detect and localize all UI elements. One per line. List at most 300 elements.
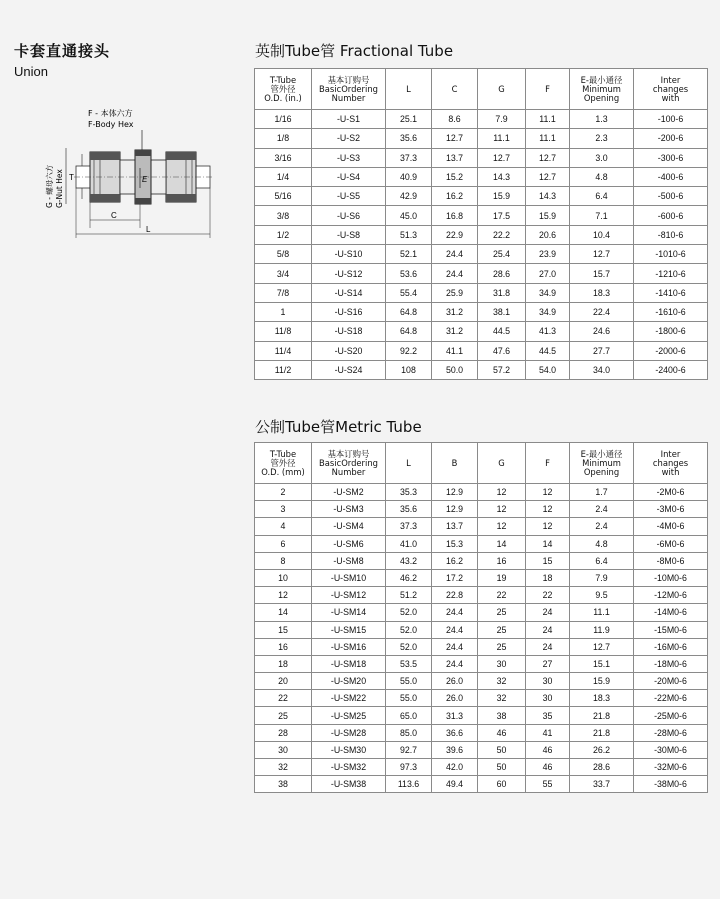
- table-cell: 15: [526, 552, 570, 569]
- column-header-line: Number: [331, 466, 366, 477]
- table-cell: 18: [526, 569, 570, 586]
- table-cell: 33.7: [570, 776, 634, 793]
- table-cell: 24.4: [432, 638, 478, 655]
- column-header-line: C: [451, 83, 458, 94]
- table-cell: -U-SM30: [312, 741, 386, 758]
- table-cell: 52.0: [386, 604, 432, 621]
- column-header: [432, 443, 478, 484]
- table-cell: 5/16: [255, 187, 312, 206]
- table-cell: 2.3: [570, 129, 634, 148]
- table-cell: 97.3: [386, 759, 432, 776]
- table-cell: 44.5: [526, 341, 570, 360]
- table-cell: 24.4: [432, 264, 478, 283]
- column-header-line: G: [498, 83, 505, 94]
- table-cell: -15M0-6: [634, 621, 708, 638]
- table-cell: 15.2: [432, 167, 478, 186]
- table-cell: 19: [478, 569, 526, 586]
- table-cell: -U-S8: [312, 225, 386, 244]
- table-cell: 65.0: [386, 707, 432, 724]
- table-cell: -U-SM14: [312, 604, 386, 621]
- table-row: [255, 167, 708, 186]
- table-cell: 52.0: [386, 621, 432, 638]
- table-cell: 1/8: [255, 129, 312, 148]
- table-row: [255, 206, 708, 225]
- column-header-line: BasicOrdering: [319, 457, 378, 468]
- table-cell: 6: [255, 535, 312, 552]
- table-cell: 45.0: [386, 206, 432, 225]
- table-cell: 10.4: [570, 225, 634, 244]
- column-header-line: O.D. (in.): [264, 92, 302, 103]
- column-header-line: L: [406, 83, 411, 94]
- table-cell: -810-6: [634, 225, 708, 244]
- table-cell: 28.6: [478, 264, 526, 283]
- table-cell: -U-SM16: [312, 638, 386, 655]
- table-cell: 22.2: [478, 225, 526, 244]
- table-cell: 31.2: [432, 322, 478, 341]
- table-cell: -U-SM38: [312, 776, 386, 793]
- table-row: [255, 283, 708, 302]
- table-cell: -28M0-6: [634, 724, 708, 741]
- table-cell: 16: [255, 638, 312, 655]
- table-row: [255, 302, 708, 321]
- table-cell: 42.0: [432, 759, 478, 776]
- table-cell: 25: [478, 604, 526, 621]
- table-cell: 92.2: [386, 341, 432, 360]
- table-cell: 5/8: [255, 245, 312, 264]
- table-cell: 35.3: [386, 484, 432, 501]
- label-c: C: [111, 211, 117, 220]
- column-header-line: with: [661, 92, 680, 103]
- table-cell: 12: [526, 484, 570, 501]
- union-diagram: [38, 104, 238, 244]
- column-header: [386, 443, 432, 484]
- table-cell: 43.2: [386, 552, 432, 569]
- table-row: [255, 707, 708, 724]
- table-cell: 64.8: [386, 322, 432, 341]
- table-cell: -1800-6: [634, 322, 708, 341]
- table-cell: 11.1: [526, 129, 570, 148]
- table-cell: 11.1: [570, 604, 634, 621]
- table-cell: 17.2: [432, 569, 478, 586]
- table-cell: 6.4: [570, 552, 634, 569]
- table-cell: 12.7: [478, 148, 526, 167]
- table-cell: 113.6: [386, 776, 432, 793]
- table-cell: -U-SM6: [312, 535, 386, 552]
- table-cell: 31.2: [432, 302, 478, 321]
- table-cell: 7.9: [570, 569, 634, 586]
- table-cell: 1/4: [255, 167, 312, 186]
- table-cell: -U-S6: [312, 206, 386, 225]
- table-cell: -U-SM12: [312, 587, 386, 604]
- table-row: [255, 690, 708, 707]
- table-cell: 30: [478, 655, 526, 672]
- column-header-line: E-最小通径: [580, 74, 623, 85]
- table-cell: -U-S5: [312, 187, 386, 206]
- table-cell: 46: [526, 759, 570, 776]
- table-row: [255, 484, 708, 501]
- table-row: [255, 621, 708, 638]
- table-cell: 46: [526, 741, 570, 758]
- table-cell: -100-6: [634, 110, 708, 129]
- table-cell: 46.2: [386, 569, 432, 586]
- table-cell: 1.3: [570, 110, 634, 129]
- table-cell: -400-6: [634, 167, 708, 186]
- table-cell: -16M0-6: [634, 638, 708, 655]
- column-header-line: T-Tube: [269, 74, 297, 85]
- table-cell: 35: [526, 707, 570, 724]
- table-cell: 15.9: [570, 673, 634, 690]
- table-cell: 25.1: [386, 110, 432, 129]
- metric-title: 公制Tube管Metric Tube: [255, 418, 422, 436]
- table-cell: -U-SM8: [312, 552, 386, 569]
- column-header: [570, 443, 634, 484]
- table-cell: 36.6: [432, 724, 478, 741]
- table-cell: -1210-6: [634, 264, 708, 283]
- table-row: [255, 341, 708, 360]
- table-cell: 64.8: [386, 302, 432, 321]
- table-cell: 27.7: [570, 341, 634, 360]
- table-cell: 12: [478, 501, 526, 518]
- table-cell: 7.9: [478, 110, 526, 129]
- nut-hex-label-en: G-Nut Hex: [55, 169, 64, 208]
- table-cell: 41.1: [432, 341, 478, 360]
- table-row: [255, 724, 708, 741]
- table-cell: 21.8: [570, 724, 634, 741]
- table-cell: 2: [255, 484, 312, 501]
- table-cell: -1010-6: [634, 245, 708, 264]
- table-cell: 25: [255, 707, 312, 724]
- table-cell: 3/4: [255, 264, 312, 283]
- table-cell: -32M0-6: [634, 759, 708, 776]
- table-cell: -8M0-6: [634, 552, 708, 569]
- table-cell: -U-S16: [312, 302, 386, 321]
- table-cell: 2.4: [570, 518, 634, 535]
- column-header-line: 管外径: [270, 83, 296, 94]
- table-cell: -3M0-6: [634, 501, 708, 518]
- table-cell: 14: [478, 535, 526, 552]
- table-cell: 3.0: [570, 148, 634, 167]
- table-cell: 24.4: [432, 621, 478, 638]
- table-cell: 7.1: [570, 206, 634, 225]
- product-title: [14, 40, 110, 79]
- table-cell: 55.4: [386, 283, 432, 302]
- table-cell: 24.4: [432, 604, 478, 621]
- table-cell: 60: [478, 776, 526, 793]
- table-cell: -2000-6: [634, 341, 708, 360]
- table-cell: 4.8: [570, 535, 634, 552]
- table-cell: 52.1: [386, 245, 432, 264]
- table-cell: 12.7: [570, 638, 634, 655]
- table-cell: 13.7: [432, 148, 478, 167]
- label-t: T: [69, 173, 74, 182]
- table-cell: 57.2: [478, 360, 526, 379]
- table-row: [255, 322, 708, 341]
- table-cell: 53.5: [386, 655, 432, 672]
- table-cell: 52.0: [386, 638, 432, 655]
- table-cell: 11/2: [255, 360, 312, 379]
- table-cell: 34.0: [570, 360, 634, 379]
- table-cell: -U-SM15: [312, 621, 386, 638]
- column-header: [312, 69, 386, 110]
- table-cell: -1410-6: [634, 283, 708, 302]
- table-cell: 42.9: [386, 187, 432, 206]
- table-row: [255, 638, 708, 655]
- table-cell: 8.6: [432, 110, 478, 129]
- table-cell: 25.9: [432, 283, 478, 302]
- table-cell: 35.6: [386, 129, 432, 148]
- table-cell: -U-SM32: [312, 759, 386, 776]
- label-e: E: [142, 175, 148, 184]
- table-cell: 12.7: [526, 167, 570, 186]
- table-cell: 41: [526, 724, 570, 741]
- table-cell: 49.4: [432, 776, 478, 793]
- table-cell: 55: [526, 776, 570, 793]
- column-header: [634, 69, 708, 110]
- table-cell: 12.7: [570, 245, 634, 264]
- table-cell: 28: [255, 724, 312, 741]
- column-header: [386, 69, 432, 110]
- table-cell: -U-S4: [312, 167, 386, 186]
- table-cell: -4M0-6: [634, 518, 708, 535]
- table-cell: 22.8: [432, 587, 478, 604]
- table-cell: 11.1: [526, 110, 570, 129]
- table-cell: 8: [255, 552, 312, 569]
- table-cell: 1/16: [255, 110, 312, 129]
- column-header-line: Minimum: [582, 457, 621, 468]
- table-cell: 18: [255, 655, 312, 672]
- column-header-line: with: [661, 466, 680, 477]
- table-cell: 18.3: [570, 690, 634, 707]
- table-cell: -500-6: [634, 187, 708, 206]
- table-cell: -U-SM10: [312, 569, 386, 586]
- table-cell: -U-S20: [312, 341, 386, 360]
- table-cell: 31.3: [432, 707, 478, 724]
- column-header-line: changes: [652, 457, 689, 468]
- table-cell: -10M0-6: [634, 569, 708, 586]
- table-cell: 32: [255, 759, 312, 776]
- table-cell: 1/2: [255, 225, 312, 244]
- table-cell: 12.9: [432, 484, 478, 501]
- table-cell: 15.7: [570, 264, 634, 283]
- table-cell: 24: [526, 604, 570, 621]
- metric-table: [254, 442, 708, 793]
- table-cell: -25M0-6: [634, 707, 708, 724]
- table-row: [255, 245, 708, 264]
- table-cell: 12: [526, 518, 570, 535]
- table-row: [255, 587, 708, 604]
- table-cell: 50: [478, 741, 526, 758]
- table-cell: 31.8: [478, 283, 526, 302]
- table-cell: 37.3: [386, 518, 432, 535]
- table-cell: -U-SM22: [312, 690, 386, 707]
- table-cell: 30: [526, 690, 570, 707]
- table-cell: 24: [526, 621, 570, 638]
- column-header-line: Inter: [660, 448, 681, 459]
- table-cell: 17.5: [478, 206, 526, 225]
- table-cell: 3: [255, 501, 312, 518]
- table-cell: 22: [255, 690, 312, 707]
- table-cell: 16.8: [432, 206, 478, 225]
- table-row: [255, 604, 708, 621]
- product-title-zh: 卡套直通接头: [14, 42, 111, 60]
- table-cell: -200-6: [634, 129, 708, 148]
- column-header: [312, 443, 386, 484]
- table-cell: 28.6: [570, 759, 634, 776]
- table-cell: 55.0: [386, 690, 432, 707]
- column-header: [634, 443, 708, 484]
- column-header-line: L: [406, 457, 411, 468]
- table-cell: 37.3: [386, 148, 432, 167]
- table-cell: 85.0: [386, 724, 432, 741]
- table-cell: 47.6: [478, 341, 526, 360]
- table-cell: 15: [255, 621, 312, 638]
- table-cell: 25: [478, 621, 526, 638]
- table-cell: -300-6: [634, 148, 708, 167]
- table-cell: 32: [478, 673, 526, 690]
- column-header: [478, 443, 526, 484]
- product-title-en: Union: [14, 64, 48, 79]
- table-cell: 14.3: [526, 187, 570, 206]
- table-cell: -2M0-6: [634, 484, 708, 501]
- table-header-row: [255, 69, 708, 110]
- table-row: [255, 535, 708, 552]
- column-header-line: F: [545, 457, 550, 468]
- table-cell: 12.9: [432, 501, 478, 518]
- column-header-line: 基本订购号: [327, 448, 370, 459]
- table-row: [255, 110, 708, 129]
- table-cell: -12M0-6: [634, 587, 708, 604]
- table-cell: 15.3: [432, 535, 478, 552]
- table-cell: 24.4: [432, 245, 478, 264]
- table-cell: 14.3: [478, 167, 526, 186]
- table-cell: 24.6: [570, 322, 634, 341]
- table-cell: 3/16: [255, 148, 312, 167]
- table-cell: -U-SM20: [312, 673, 386, 690]
- table-cell: 21.8: [570, 707, 634, 724]
- column-header: [570, 69, 634, 110]
- table-cell: 16.2: [432, 552, 478, 569]
- table-cell: 9.5: [570, 587, 634, 604]
- table-cell: -U-SM2: [312, 484, 386, 501]
- table-cell: 12: [478, 484, 526, 501]
- column-header-line: F: [545, 83, 550, 94]
- table-cell: 16.2: [432, 187, 478, 206]
- table-cell: 12: [255, 587, 312, 604]
- table-cell: 41.0: [386, 535, 432, 552]
- table-cell: -U-S18: [312, 322, 386, 341]
- table-cell: 34.9: [526, 302, 570, 321]
- column-header-line: Minimum: [582, 83, 621, 94]
- table-cell: 23.9: [526, 245, 570, 264]
- table-cell: 11.1: [478, 129, 526, 148]
- table-cell: 12: [526, 501, 570, 518]
- table-cell: 34.9: [526, 283, 570, 302]
- table-row: [255, 360, 708, 379]
- column-header: [255, 69, 312, 110]
- table-cell: 38: [478, 707, 526, 724]
- table-cell: 12: [478, 518, 526, 535]
- table-cell: 22: [478, 587, 526, 604]
- table-cell: 10: [255, 569, 312, 586]
- table-cell: 11.9: [570, 621, 634, 638]
- table-cell: -U-SM4: [312, 518, 386, 535]
- fractional-title: 英制Tube管 Fractional Tube: [255, 42, 454, 60]
- table-cell: 51.3: [386, 225, 432, 244]
- table-row: [255, 225, 708, 244]
- table-cell: -U-S2: [312, 129, 386, 148]
- table-cell: 27.0: [526, 264, 570, 283]
- table-cell: 54.0: [526, 360, 570, 379]
- table-cell: -U-SM28: [312, 724, 386, 741]
- table-cell: -U-S10: [312, 245, 386, 264]
- label-l: L: [146, 225, 151, 234]
- table-cell: 13.7: [432, 518, 478, 535]
- table-cell: 24: [526, 638, 570, 655]
- column-header-line: O.D. (mm): [261, 466, 305, 477]
- table-cell: 26.0: [432, 690, 478, 707]
- table-cell: 12.7: [526, 148, 570, 167]
- table-cell: 38: [255, 776, 312, 793]
- table-cell: 50.0: [432, 360, 478, 379]
- table-row: [255, 518, 708, 535]
- table-row: [255, 741, 708, 758]
- column-header-line: changes: [652, 83, 689, 94]
- table-cell: -14M0-6: [634, 604, 708, 621]
- table-cell: 25.4: [478, 245, 526, 264]
- table-cell: 6.4: [570, 187, 634, 206]
- table-cell: -18M0-6: [634, 655, 708, 672]
- table-cell: 26.2: [570, 741, 634, 758]
- table-cell: 24.4: [432, 655, 478, 672]
- body-hex-label-zh: F - 本体六方: [88, 109, 133, 118]
- table-cell: 92.7: [386, 741, 432, 758]
- table-row: [255, 501, 708, 518]
- table-header-row: [255, 443, 708, 484]
- table-cell: 26.0: [432, 673, 478, 690]
- table-row: [255, 264, 708, 283]
- table-row: [255, 776, 708, 793]
- column-header-line: BasicOrdering: [319, 83, 378, 94]
- table-cell: 11/4: [255, 341, 312, 360]
- fractional-table: [254, 68, 708, 380]
- table-cell: 20.6: [526, 225, 570, 244]
- table-cell: 22: [526, 587, 570, 604]
- column-header-line: Inter: [660, 74, 681, 85]
- table-cell: -20M0-6: [634, 673, 708, 690]
- table-cell: -600-6: [634, 206, 708, 225]
- table-row: [255, 187, 708, 206]
- table-cell: 40.9: [386, 167, 432, 186]
- table-cell: 22.4: [570, 302, 634, 321]
- column-header: [526, 443, 570, 484]
- table-cell: 7/8: [255, 283, 312, 302]
- table-cell: 25: [478, 638, 526, 655]
- table-cell: 2.4: [570, 501, 634, 518]
- column-header: [526, 69, 570, 110]
- table-cell: 46: [478, 724, 526, 741]
- table-cell: -22M0-6: [634, 690, 708, 707]
- table-cell: 22.9: [432, 225, 478, 244]
- column-header-line: B: [451, 457, 458, 468]
- table-cell: 44.5: [478, 322, 526, 341]
- table-cell: -U-S14: [312, 283, 386, 302]
- table-cell: 55.0: [386, 673, 432, 690]
- table-row: [255, 148, 708, 167]
- column-header-line: G: [498, 457, 505, 468]
- table-cell: 18.3: [570, 283, 634, 302]
- table-cell: 15.9: [478, 187, 526, 206]
- table-cell: -U-S1: [312, 110, 386, 129]
